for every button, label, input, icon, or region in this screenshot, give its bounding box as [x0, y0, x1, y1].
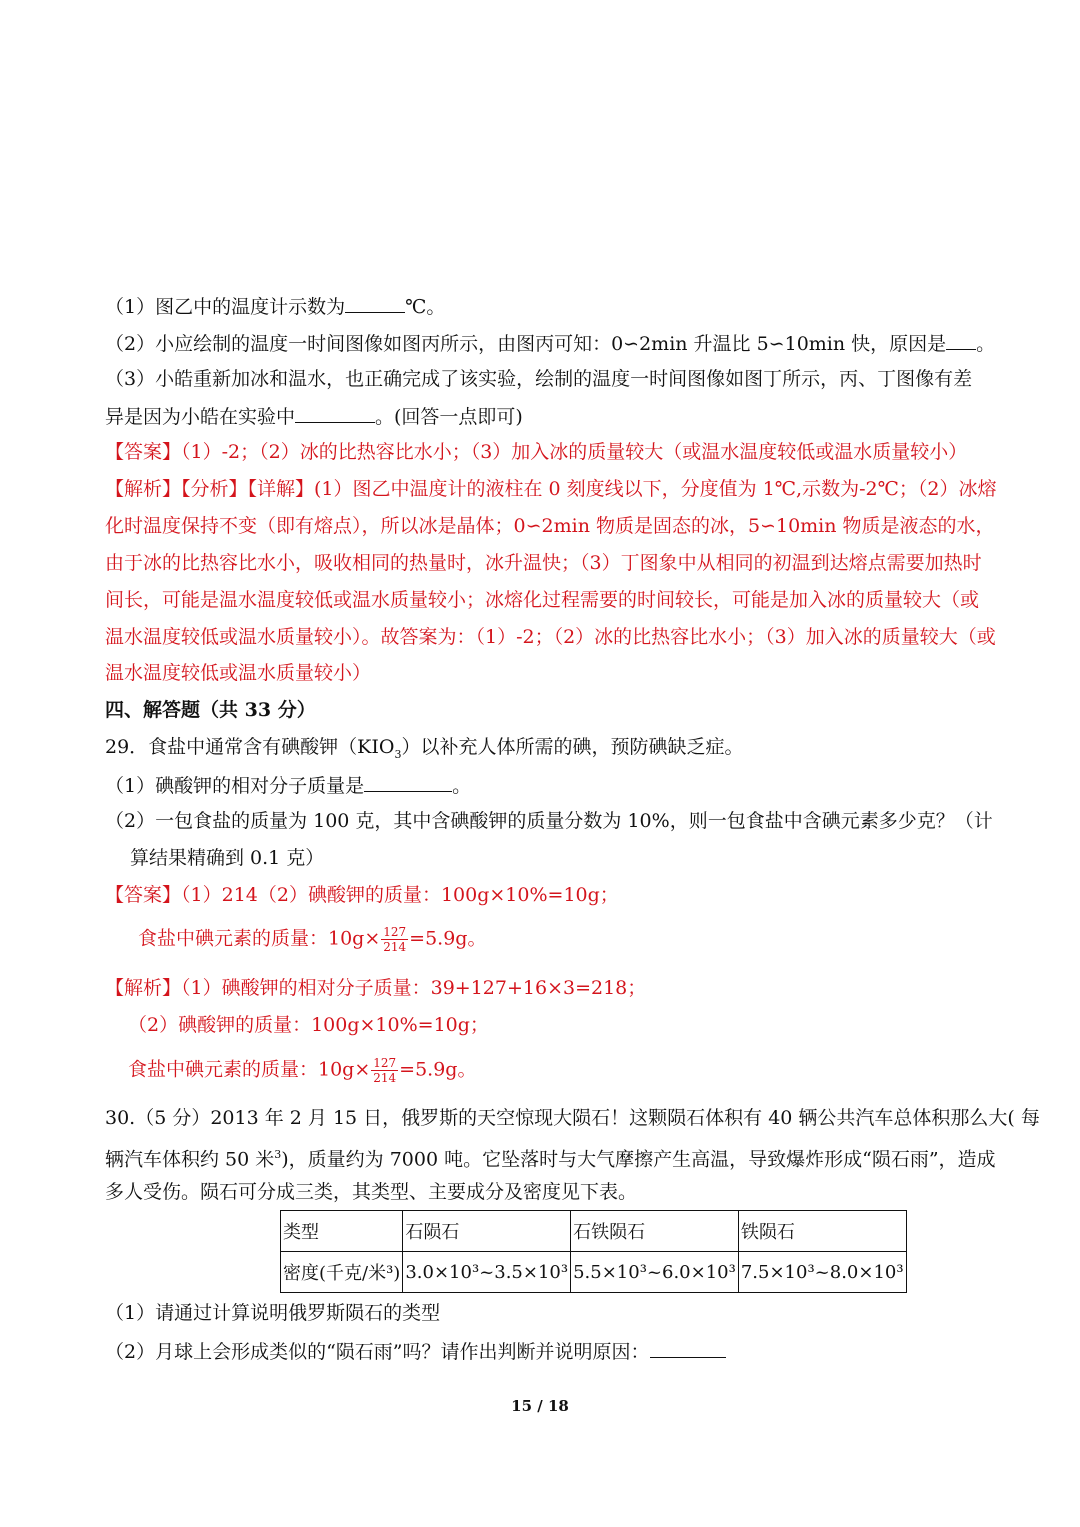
analysis-28-line4: 间长，可能是温水温度较低或温水质量较小；冰熔化过程需要的时间较长，可能是加入冰的质量较大（或 [105, 589, 980, 611]
analysis-29-line3: 食盐中碘元素的质量：10g× $\frac{127}{214}$ =5.9g。 [128, 1056, 477, 1085]
q29-part1: （1）碘酸钾的相对分子质量是 。 [105, 771, 985, 799]
table-row [281, 1252, 907, 1293]
q28-part3-line2: 异是因为小皓在实验中 。(回答一点即可) [105, 402, 985, 430]
table-cell: 密度(千克/米³) [281, 1252, 403, 1293]
fraction: $\frac{127}{214}$ [373, 1056, 397, 1085]
analysis-29-line2: （2）碘酸钾的质量：100g×10%=10g； [128, 1014, 489, 1036]
table-header-row [281, 1211, 907, 1252]
answer-28: 【答案】（1）-2；（2）冰的比热容比水小；（3）加入冰的质量较大（或温水温度较低或温水质量较小） [105, 441, 968, 463]
q30-line3: 多人受伤。陨石可分成三类，其类型、主要成分及密度见下表。 [105, 1181, 638, 1203]
table-header-cell: 铁陨石 [738, 1211, 906, 1252]
q30-part2: （2）月球上会形成类似的“陨石雨”吗？请作出判断并说明原因： [105, 1337, 985, 1365]
page-number: 15 / 18 [511, 1397, 569, 1415]
table-header-cell: 类型 [281, 1211, 403, 1252]
fraction: $\frac{127}{214}$ [383, 925, 407, 954]
analysis-28-line3: 由于冰的比热容比水小，吸收相同的热量时，冰升温快；（3）丁图象中从相同的初温到达熔点需要加热时 [105, 552, 982, 574]
meteorite-table [280, 1210, 907, 1293]
answer-blank [946, 329, 976, 350]
q30-line1: 30.（5 分）2013 年 2 月 15 日，俄罗斯的天空惊现大陨石！这颗陨石体积有 40 辆公共汽车总体积那么大( 每 [105, 1107, 1040, 1129]
q29-stem: 29．食盐中通常含有碘酸钾$(KIO_3)$以补充人体所需的碘，预防碘缺乏症。 [105, 736, 744, 761]
analysis-28-line6: 温水温度较低或温水质量较小） [105, 662, 372, 684]
answer-blank [345, 292, 405, 313]
table-cell: 5.5×10³~6.0×10³ [571, 1252, 739, 1293]
answer-blank [364, 771, 452, 792]
q29-part2-line2: 算结果精确到 0.1 克） [130, 847, 325, 869]
table-header-cell: 石陨石 [403, 1211, 571, 1252]
q29-part2-line1: （2）一包食盐的质量为 100 克，其中含碘酸钾的质量分数为 10%，则一包食盐中含碘元素多少克？（计 [105, 810, 993, 832]
q28-part1: （1）图乙中的温度计示数为 ℃。 [105, 292, 985, 320]
answer-blank [650, 1337, 726, 1358]
q28-part3-line1: （3）小皓重新加冰和温水，也正确完成了该实验，绘制的温度一时间图像如图丁所示，丙、丁图像有差 [105, 368, 973, 390]
answer-blank [295, 402, 375, 423]
q30-line2: 辆汽车体积约 50 米$^3$)，质量约为 7000 吨。它坠落时与大气摩擦产生高温，导致爆炸形成“陨石雨”，造成 [105, 1148, 996, 1171]
q28-part2: （2）小应绘制的温度一时间图像如图丙所示，由图丙可知：0∽2min 升温比 5∽10min 快，原因是 。 [105, 329, 985, 357]
analysis-28-line5: 温水温度较低或温水质量较小）。故答案为：（1）-2；（2）冰的比热容比水小；（3）加入冰的质量较大（或 [105, 626, 996, 648]
table-header-cell: 石铁陨石 [571, 1211, 739, 1252]
analysis-29-line1: 【解析】（1）碘酸钾的相对分子质量：39+127+16×3=218； [105, 977, 647, 999]
answer-29-line1: 【答案】（1）214（2）碘酸钾的质量：100g×10%=10g； [105, 884, 619, 906]
table-cell: 7.5×10³~8.0×10³ [738, 1252, 906, 1293]
analysis-28-line1: 【解析】【分析】【详解】(1）图乙中温度计的液柱在 0 刻度线以下，分度值为 1℃,示数为-2℃；（2）冰熔 [105, 478, 997, 500]
answer-29-line2: 食盐中碘元素的质量：10g× $\frac{127}{214}$ =5.9g。 [138, 925, 487, 954]
analysis-28-line2: 化时温度保持不变（即有熔点），所以冰是晶体；0∽2min 物质是固态的冰，5∽10min 物质是液态的水， [105, 515, 995, 537]
table-cell: 3.0×10³~3.5×10³ [403, 1252, 571, 1293]
section-title: 四、解答题（共 33 分） [105, 699, 316, 721]
q30-part1: （1）请通过计算说明俄罗斯陨石的类型 [105, 1302, 441, 1324]
